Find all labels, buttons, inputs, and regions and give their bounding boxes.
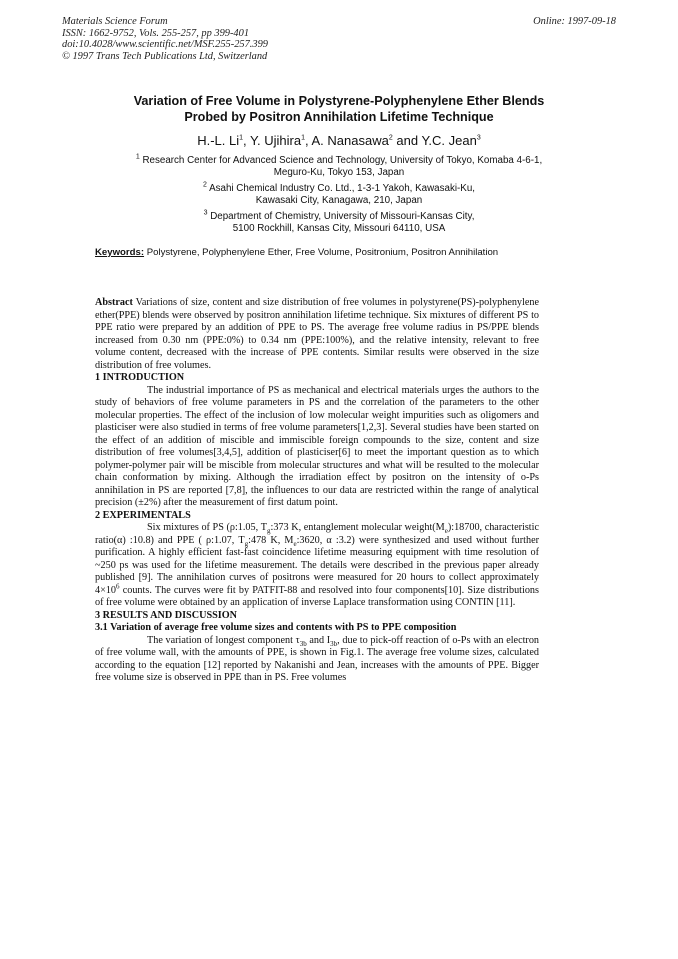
author-name: H.-L. Li [197, 133, 240, 148]
subscript: e [444, 527, 448, 536]
text-run: The variation of longest component τ [147, 634, 300, 646]
affiliation-1 [60, 155, 618, 180]
author-affiliation-mark: 1 [301, 134, 305, 142]
title-line-2: Probed by Positron Annihilation Lifetime Technique [184, 110, 494, 124]
author-separator: and [392, 133, 422, 148]
author-affiliation-mark: 2 [388, 134, 393, 142]
results-paragraph [95, 635, 539, 685]
doi-link[interactable]: doi:10.4028/www.scientific.net/MSF.255-257.399 [62, 39, 268, 51]
keywords-text: Polystyrene, Polyphenylene Ether, Free Volume, Positronium, Positron Annihilation [144, 247, 499, 258]
text-run: counts. The curves were fit by PATFIT-88 and resolved into four components[10]. Size distributions of free volume were obtained by an application of inverse Laplace transformation using CONTIN [11]. [95, 584, 539, 608]
affiliation-text: Kawasaki City, Kanagawa, 210, Japan [255, 195, 423, 207]
text-run: ):18700, characteristic ratio(α) :10.8) and PPE ( ρ:1.07, T [95, 522, 539, 546]
affiliation-text: Department of Chemistry, University of Missouri-Kansas City, [210, 211, 475, 222]
author-name: Y. Ujihira [250, 133, 302, 148]
affiliation-text: Asahi Chemical Industry Co. Ltd., 1-3-1 Yakoh, Kawasaki-Ku, [209, 183, 475, 194]
subscript: g [244, 539, 249, 548]
author-separator: , [305, 133, 312, 148]
author-list [60, 133, 618, 148]
journal-name: Materials Science Forum [62, 16, 168, 27]
subscript: g [267, 527, 271, 536]
subscript: 3b [299, 639, 307, 648]
author-separator: , [243, 133, 251, 148]
abstract [95, 297, 539, 372]
section-heading-results: 3 RESULTS AND DISCUSSION [95, 609, 238, 621]
text-run: :478 K, M [248, 534, 294, 546]
copyright-line: © 1997 Trans Tech Publications Ltd, Switzerland [62, 50, 268, 62]
author-name: Y.C. Jean [421, 133, 477, 148]
affiliation-number: 3 [203, 209, 208, 217]
subscript: 3b [330, 639, 338, 648]
author-affiliation-mark: 3 [476, 134, 481, 142]
online-date: Online: 1997-09-18 [533, 16, 616, 27]
author-name: A. Nanasawa [311, 133, 389, 148]
title-line-1: Variation of Free Volume in Polystyrene-Polyphenylene Ether Blends [133, 94, 545, 108]
text-run: , due to pick-off reaction of o-Ps with an electron of free volume wall, with the amounts of PPE, is shown in Fig.1. The average free volume sizes, calculated according to the equation [12] reported by Nakanishi and Jean, increases with the amounts of PPE. Bigger free volume size is observed in PPE than in PS. Free volumes [95, 634, 540, 683]
section-heading-introduction: 1 INTRODUCTION [95, 372, 185, 383]
experimentals-paragraph [95, 522, 539, 610]
issn-line: ISSN: 1662-9752, Vols. 255-257, pp 399-401 [62, 27, 250, 39]
keywords-label: Keywords: [95, 247, 145, 258]
affiliation-text: Meguro-Ku, Tokyo 153, Japan [273, 167, 405, 179]
text-run: :373 K, entanglement molecular weight(M [270, 522, 445, 533]
section-heading-experimentals: 2 EXPERIMENTALS [95, 509, 191, 521]
subsection-heading: 3.1 Variation of average free volume sizes and contents with PS to PPE composition [95, 622, 457, 633]
body-text [95, 297, 539, 685]
affiliation-text: Research Center for Advanced Science and Technology, University of Tokyo, Komaba 4-6-1, [142, 155, 543, 166]
keywords [95, 247, 498, 258]
text-run: :3620, α :3.2) were synthesized and used without further purification. A highly efficient fast-fast coincidence lifetime measuring equipment with time resolution of ~250 ps was used for the lifetime measurement. The details were described in the previous paper already published [9]. The annihilation curves of positrons were measured for 20 hours to collect approximately 4×10 [95, 534, 540, 596]
superscript: 6 [116, 582, 120, 591]
subscript: e [293, 539, 297, 548]
text-run: and I [306, 634, 331, 646]
affiliation-number: 1 [135, 153, 140, 161]
paper-title [60, 93, 618, 125]
affiliation-2 [60, 183, 618, 208]
abstract-label: Abstract [95, 297, 133, 308]
abstract-text: Variations of size, content and size distribution of free volumes in polystyrene(PS)-polyphenylene ether(PPE) blends were observed by positron annihilation lifetime technique. Six mixtures of different PS to PPE ratio were prepared by an addition of PPE to PS. The average free volume radius in PS/PPE blends increased from 0.30 nm (PPE:0%) to 0.34 nm (PPE:100%), and the relative intensity, relevant to free volume content, decreased with the increase of PPE contents. Similar results were observed in the size distribution of free volumes. [95, 297, 539, 371]
introduction-paragraph: The industrial importance of PS as mechanical and electrical materials urges the authors to the study of behaviors of free volume parameters in PS and the correlation of the parameters to the other molecular properties. The effect of the inclusion of low molecular weight impurities such as oligomers and plasticiser were also studied in terms of free volume parameters[1,2,3]. Several studies have been started on the effect of an addition of miscible and immiscible foreign compounds to the size, content and size distribution of free volumes[3,4,5], addition of plasticiser[6] to meet the important question as to which polymer-polymer pair will be miscible from molecular structures and what will be resulted to the molecular chain conformation by mixing. Although the irradiation effect by positron on the intensity of o-Ps annihilation in PS are reported [7,8], the influences to our data are restricted within the range of analytical precision (±2%) after the measurement of first datum point. [95, 384, 539, 508]
author-affiliation-mark: 1 [239, 134, 244, 142]
journal-header [62, 16, 268, 62]
affiliation-text: 5100 Rockhill, Kansas City, Missouri 64110, USA [232, 223, 446, 235]
affiliation-3 [60, 211, 618, 236]
affiliation-number: 2 [202, 181, 207, 189]
text-run: Six mixtures of PS (ρ:1.05, T [147, 522, 267, 533]
